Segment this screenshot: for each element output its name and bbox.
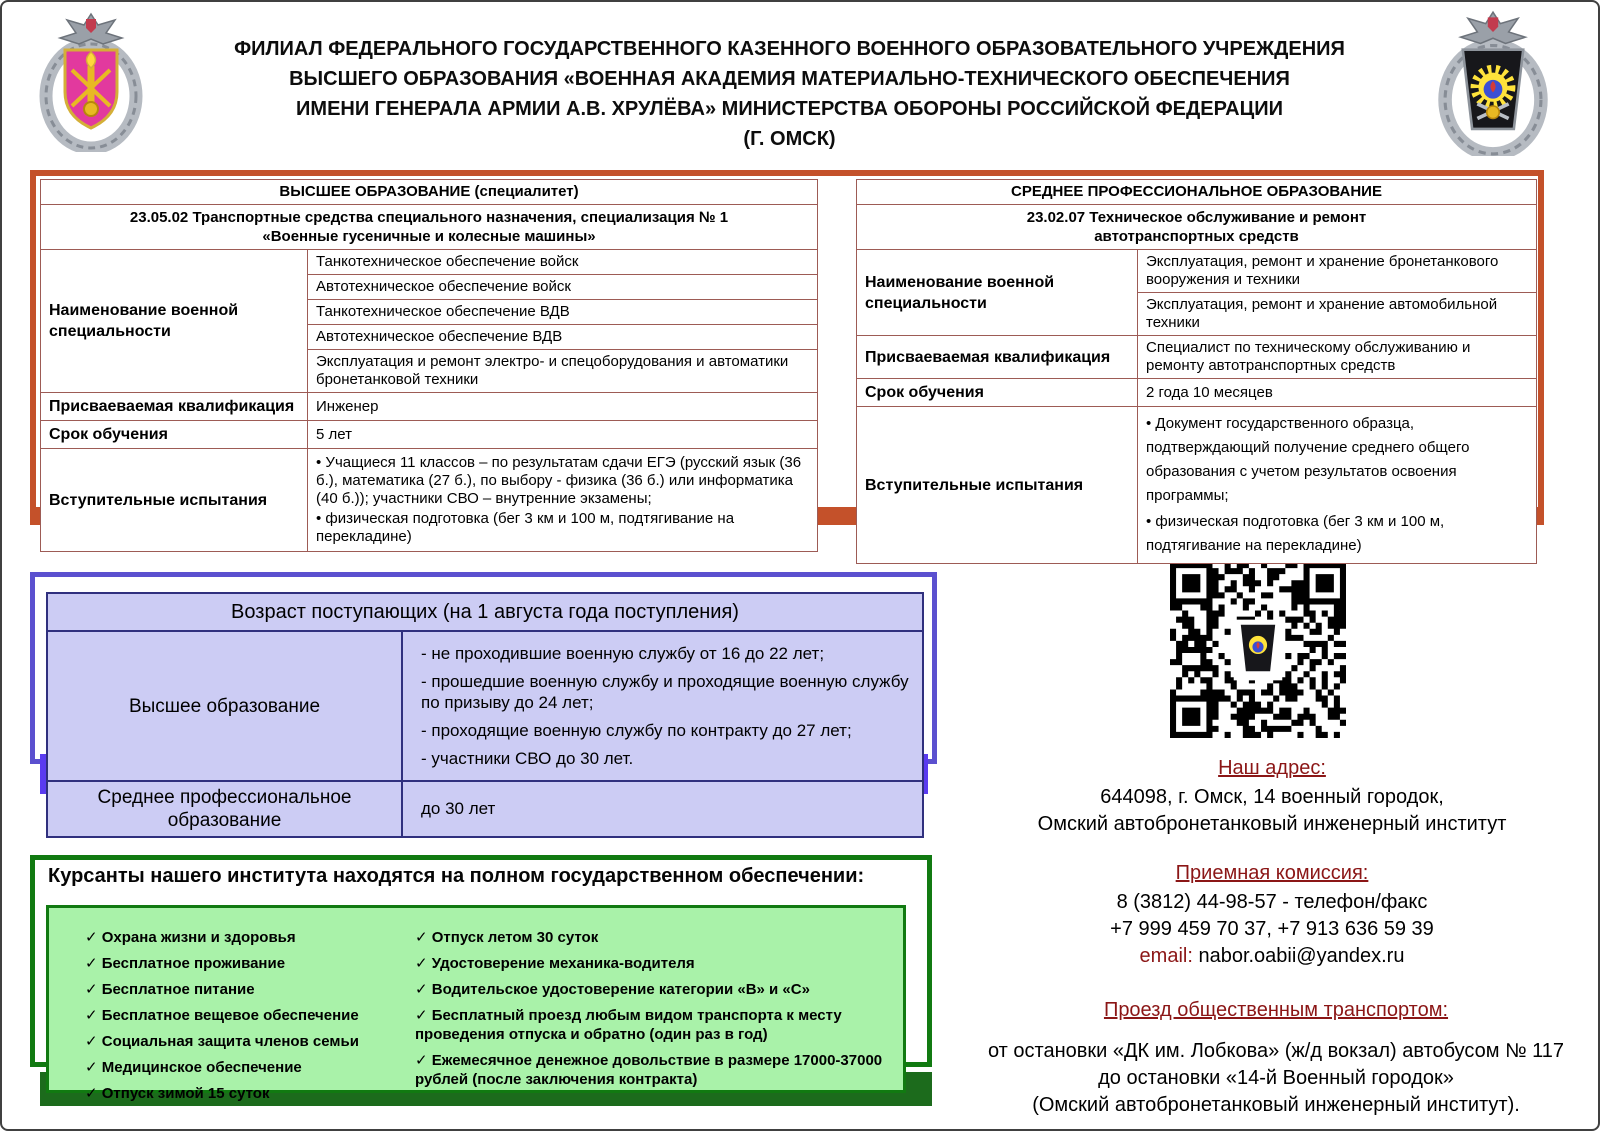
- page-title: [167, 34, 1412, 154]
- title-line: ИМЕНИ ГЕНЕРАЛА АРМИИ А.В. ХРУЛЁВА» МИНИСТЕРСТВА ОБОРОНЫ РОССИЙСКОЙ ФЕДЕРАЦИИ: [296, 98, 1283, 120]
- benefit-item: ✓ Социальная защита членов семьи: [85, 1032, 415, 1051]
- specialty-cell: Танкотехническое обеспечение войск: [308, 250, 818, 275]
- benefit-item: ✓ Бесплатное вещевое обеспечение: [85, 1006, 415, 1025]
- exams-label: Вступительные испытания: [857, 407, 1138, 564]
- duration-cell: 5 лет: [308, 421, 818, 449]
- transport-line: от остановки «ДК им. Лобкова» (ж/д вокзал) автобусом № 117: [988, 1040, 1564, 1062]
- email-line: [962, 943, 1582, 970]
- benefit-item: ✓ Бесплатное проживание: [85, 954, 415, 973]
- address-block: [962, 755, 1582, 838]
- commission-heading: Приемная комиссия:: [1175, 862, 1369, 884]
- specialty-cell: Автотехническое обеспечение ВДВ: [308, 325, 818, 350]
- table-row: [47, 781, 923, 837]
- table-header: СРЕДНЕЕ ПРОФЕССИОНАЛЬНОЕ ОБРАЗОВАНИЕ: [857, 180, 1537, 205]
- qualification-cell: Специалист по техническому обслуживанию и ремонту автотранспортных средств: [1138, 336, 1537, 379]
- benefit-item: ✓ Бесплатный проезд любым видом транспорта к месту проведения отпуска и обратно (один раз в год): [415, 1006, 885, 1044]
- qualification-label: Присваеваемая квалификация: [857, 336, 1138, 379]
- qr-code: [1170, 562, 1346, 738]
- higher-education-label: Высшее образование: [47, 631, 402, 781]
- transport-line: до остановки «14-й Военный городок»: [1098, 1067, 1454, 1089]
- commission-block: [962, 860, 1582, 970]
- program-line: 23.02.07 Техническое обслуживание и ремонт: [1026, 209, 1367, 226]
- title-line: ВЫСШЕГО ОБРАЗОВАНИЯ «ВОЕННАЯ АКАДЕМИЯ МАТЕРИАЛЬНО-ТЕХНИЧЕСКОГО ОБЕСПЕЧЕНИЯ: [289, 68, 1290, 90]
- email-label: email:: [1139, 945, 1193, 967]
- transport-block: [952, 997, 1600, 1119]
- table-row: [41, 421, 818, 449]
- specialty-cell: Эксплуатация, ремонт и хранение автомобильной техники: [1138, 293, 1537, 336]
- secondary-education-table: [856, 179, 1537, 564]
- table-row: [41, 393, 818, 421]
- qualification-cell: Инженер: [308, 393, 818, 421]
- exams-cell: [1138, 407, 1537, 564]
- address-line: Омский автобронетанковый инженерный институт: [1037, 813, 1507, 835]
- program-line: «Военные гусеничные и колесные машины»: [262, 228, 596, 245]
- benefit-item: ✓ Отпуск зимой 15 суток: [85, 1084, 415, 1103]
- program-line: 23.05.02 Транспортные средства специального назначения, специализация № 1: [129, 209, 729, 226]
- duration-label: Срок обучения: [857, 379, 1138, 407]
- age-rule: - проходящие военную службу по контракту до 27 лет;: [421, 721, 852, 740]
- duration-cell: 2 года 10 месяцев: [1138, 379, 1537, 407]
- transport-heading: Проезд общественным транспортом:: [1103, 999, 1449, 1021]
- academy-crest-icon: [36, 10, 146, 152]
- exams-cell: [308, 449, 818, 552]
- institute-crest-icon: [1418, 8, 1568, 156]
- exam-item: • Документ государственного образца, подтверждающий получение среднего общего образования с учетом результатов освоения программы;: [1146, 415, 1470, 504]
- exams-label: Вступительные испытания: [41, 449, 308, 552]
- benefit-item: ✓ Отпуск летом 30 суток: [415, 928, 885, 947]
- age-rule: - прошедшие военную службу и проходящие военную службу по призыву до 24 лет;: [421, 672, 909, 712]
- program-cell: [857, 205, 1537, 250]
- age-rule: - участники СВО до 30 лет.: [421, 749, 634, 768]
- table-row: [857, 336, 1537, 379]
- age-rule: - не проходившие военную службу от 16 до 22 лет;: [421, 644, 825, 663]
- exam-item: • Учащиеся 11 классов – по результатам сдачи ЕГЭ (русский язык (36 б.), математика (27 б.), по выбору - физика (36 б.) или информатика (40 б.)); участники СВО – внутренние экзамены;: [316, 454, 802, 507]
- exam-item: • физическая подготовка (бег 3 км и 100 м, подтягивание на перекладине): [316, 510, 735, 545]
- benefits-column-right: [415, 928, 885, 1090]
- table-row: [41, 250, 818, 275]
- address-line: 644098, г. Омск, 14 военный городок,: [1100, 786, 1444, 808]
- table-row: [857, 379, 1537, 407]
- table-row: [47, 593, 923, 631]
- table-row: [41, 205, 818, 250]
- age-value-cell: до 30 лет: [402, 781, 923, 837]
- program-line: автотранспортных средств: [1094, 228, 1299, 245]
- benefit-item: ✓ Медицинское обеспечение: [85, 1058, 415, 1077]
- phone-line: +7 999 459 70 37, +7 913 636 59 39: [1110, 918, 1434, 940]
- benefit-item: ✓ Водительское удостоверение категории «В» и «С»: [415, 980, 885, 999]
- specialty-cell: Эксплуатация, ремонт и хранение бронетанкового вооружения и техники: [1138, 250, 1537, 293]
- benefit-item: ✓ Удостоверение механика-водителя: [415, 954, 885, 973]
- table-row: [41, 449, 818, 552]
- table-row: [857, 180, 1537, 205]
- program-cell: [41, 205, 818, 250]
- table-row: [41, 180, 818, 205]
- specialty-label: Наименование военной специальности: [857, 250, 1138, 336]
- qualification-label: Присваеваемая квалификация: [41, 393, 308, 421]
- specialty-cell: Эксплуатация и ремонт электро- и спецоборудования и автоматики бронетанковой техники: [308, 350, 818, 393]
- table-row: [857, 407, 1537, 564]
- exam-item: • физическая подготовка (бег 3 км и 100 м, подтягивание на перекладине): [1146, 513, 1445, 554]
- table-header: ВЫСШЕЕ ОБРАЗОВАНИЕ (специалитет): [41, 180, 818, 205]
- specialty-cell: Автотехническое обеспечение войск: [308, 275, 818, 300]
- higher-education-table: [40, 179, 818, 552]
- address-heading: Наш адрес:: [1218, 757, 1326, 779]
- benefits-title: Курсанты нашего института находятся на полном государственном обеспечении:: [48, 865, 865, 887]
- duration-label: Срок обучения: [41, 421, 308, 449]
- phone-line: 8 (3812) 44-98-57 - телефон/факс: [1116, 891, 1428, 913]
- transport-line: (Омский автобронетанковый инженерный институт).: [1032, 1094, 1520, 1116]
- table-row: [47, 631, 923, 781]
- email-address: nabor.oabii@yandex.ru: [1192, 945, 1405, 967]
- benefit-item: ✓ Охрана жизни и здоровья: [85, 928, 415, 947]
- age-rules-cell: [402, 631, 923, 781]
- table-row: [857, 250, 1537, 293]
- secondary-education-label: Среднее профессиональное образование: [47, 781, 402, 837]
- benefits-column-left: [85, 928, 415, 1102]
- benefit-item: ✓ Ежемесячное денежное довольствие в размере 17000-37000 рублей (после заключения контракта): [415, 1051, 885, 1089]
- age-table: [46, 592, 924, 838]
- title-line: ФИЛИАЛ ФЕДЕРАЛЬНОГО ГОСУДАРСТВЕННОГО КАЗЕННОГО ВОЕННОГО ОБРАЗОВАТЕЛЬНОГО УЧРЕЖДЕНИЯ: [234, 38, 1345, 60]
- title-line: (Г. ОМСК): [743, 128, 836, 150]
- benefit-item: ✓ Бесплатное питание: [85, 980, 415, 999]
- age-table-header: Возраст поступающих (на 1 августа года поступления): [47, 593, 923, 631]
- specialty-cell: Танкотехническое обеспечение ВДВ: [308, 300, 818, 325]
- table-row: [857, 205, 1537, 250]
- specialty-label: Наименование военной специальности: [41, 250, 308, 393]
- spacer: [952, 1026, 1600, 1038]
- benefits-list: [46, 905, 906, 1102]
